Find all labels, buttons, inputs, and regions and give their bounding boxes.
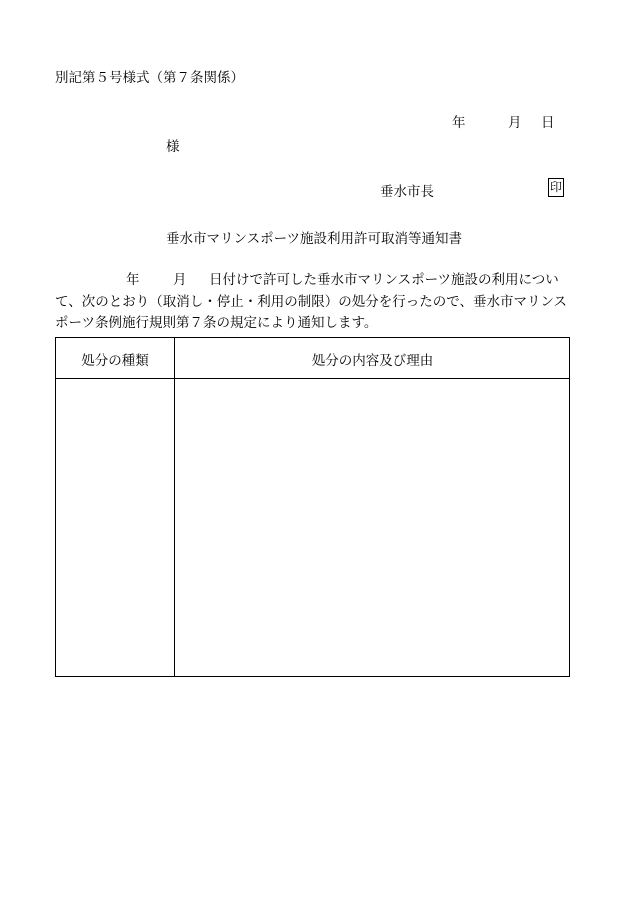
date-year: 年 bbox=[452, 115, 466, 131]
document-title: 垂水市マリンスポーツ施設利用許可取消等通知書 bbox=[166, 231, 463, 247]
body-text: 日付けで許可した垂水市マリンスポーツ施設の利用について、次のとおり（取消し・停止・利用の制限）の処分を行ったので、垂水市マリンスポーツ条例施行規則第７条の規定により通知します。 bbox=[55, 272, 568, 331]
addressee-suffix: 様 bbox=[166, 139, 180, 155]
header-disposition-content: 処分の内容及び理由 bbox=[311, 353, 434, 369]
body-month: 月 bbox=[173, 272, 187, 288]
date-line bbox=[452, 111, 555, 131]
body-year: 年 bbox=[126, 272, 140, 288]
issuer-name: 垂水市長 bbox=[380, 184, 434, 200]
body-paragraph bbox=[55, 270, 577, 335]
seal-box: 印 bbox=[548, 178, 564, 197]
cell-disposition-type bbox=[56, 379, 174, 677]
header-disposition-type: 処分の種類 bbox=[81, 353, 149, 369]
form-code: 別記第５号様式（第７条関係） bbox=[55, 70, 244, 86]
date-month: 月 bbox=[508, 115, 522, 131]
cell-disposition-content bbox=[175, 379, 570, 677]
date-day: 日 bbox=[541, 115, 555, 131]
disposition-table bbox=[55, 337, 570, 677]
